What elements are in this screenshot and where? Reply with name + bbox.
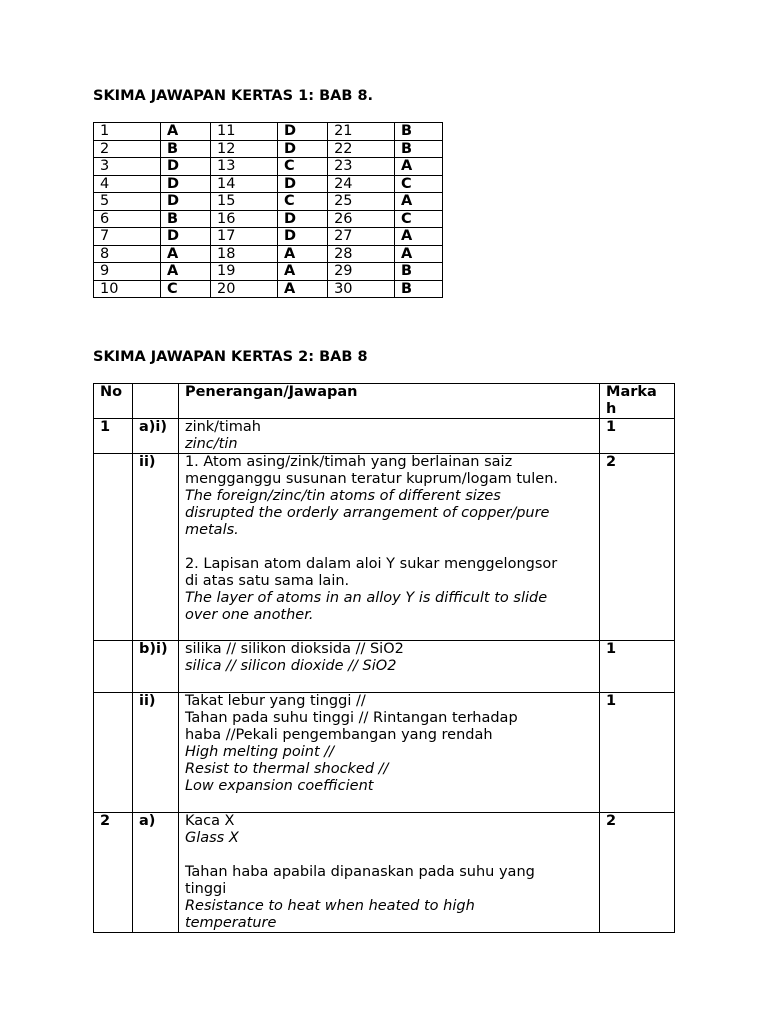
header-sub [132, 384, 178, 419]
answer-text: Kaca X [184, 813, 235, 829]
answer-line: haba //Pekali pengembangan yang rendah [184, 727, 493, 743]
question-number: 21 [328, 123, 395, 141]
answer-line-en: temperature [184, 915, 277, 931]
question-number: 17 [211, 228, 278, 246]
answer-letter: D [160, 228, 210, 246]
answer-line [185, 864, 593, 881]
answer-letter: C [395, 175, 443, 193]
answer-line-en: zinc/tin [184, 436, 238, 452]
question-number: 7 [94, 228, 161, 246]
answer-line: mengganggu susunan teratur kuprum/logam tulen. [184, 471, 558, 487]
answer-row [94, 263, 443, 281]
paper1-answer-table [93, 122, 443, 298]
answer-letter: A [395, 228, 443, 246]
question-number: 5 [94, 193, 161, 211]
paper2-answer-table [93, 383, 675, 933]
answer-letter: D [160, 175, 210, 193]
question-number: 6 [94, 210, 161, 228]
answer-line-en: disrupted the orderly arrangement of copper/pure [184, 505, 550, 521]
answer-line: zink/timah [184, 419, 261, 435]
question-number: 9 [94, 263, 161, 281]
answer-line: Takat lebur yang tinggi // [184, 693, 366, 709]
answer-letter: A [160, 123, 210, 141]
sub-question: ii) [132, 693, 178, 813]
answer-letter: A [277, 280, 327, 298]
question-number: 20 [211, 280, 278, 298]
answer-line-en: metals. [184, 522, 239, 538]
answer-line: Tahan pada suhu tinggi // Rintangan terhadap [184, 710, 518, 726]
answer-line-en: The layer of atoms in an alloy Y is difficult to slide [184, 590, 548, 606]
marks-cell: 1 [600, 693, 675, 813]
answer-letter: D [277, 228, 327, 246]
answer-letter: D [160, 193, 210, 211]
header-no: No [94, 384, 133, 419]
question-number: 16 [211, 210, 278, 228]
answer-letter: C [160, 280, 210, 298]
question-number: 3 [94, 158, 161, 176]
question-number: 23 [328, 158, 395, 176]
question-number: 22 [328, 140, 395, 158]
answer-row [94, 245, 443, 263]
marks-cell: 1 [600, 641, 675, 693]
answer-line-en: The foreign/zinc/tin atoms of different sizes [184, 488, 501, 504]
answer-row [94, 280, 443, 298]
answer-cell [178, 419, 599, 454]
answer-letter: B [395, 123, 443, 141]
question-number: 12 [211, 140, 278, 158]
answer-cell [178, 813, 599, 933]
question-number: 11 [211, 123, 278, 141]
question-no [94, 641, 133, 693]
answer-letter: D [277, 175, 327, 193]
answer-line: tinggi [184, 881, 227, 897]
question-number: 13 [211, 158, 278, 176]
sub-question: ii) [132, 454, 178, 641]
question-number: 4 [94, 175, 161, 193]
answer-letter: D [277, 123, 327, 141]
table-row [94, 419, 675, 454]
answer-line: di atas satu sama lain. [184, 573, 350, 589]
answer-line: 1. Atom asing/zink/timah yang berlainan saiz [184, 454, 513, 470]
answer-letter: A [160, 245, 210, 263]
answer-letter: A [395, 193, 443, 211]
answer-letter: C [277, 158, 327, 176]
paper2-heading: SKIMA JAWAPAN KERTAS 2: BAB 8 [93, 349, 368, 365]
sub-question: a) [132, 813, 178, 933]
answer-letter: A [160, 263, 210, 281]
answer-letter: C [395, 210, 443, 228]
question-number: 14 [211, 175, 278, 193]
answer-cell [178, 693, 599, 813]
answer-letter: D [160, 158, 210, 176]
answer-line-en: silica // silicon dioxide // SiO2 [184, 658, 397, 674]
sub-question: a)i) [132, 419, 178, 454]
question-number: 28 [328, 245, 395, 263]
answer-line-en: over one another. [184, 607, 314, 623]
question-number: 30 [328, 280, 395, 298]
question-number: 10 [94, 280, 161, 298]
question-number: 27 [328, 228, 395, 246]
answer-cell [178, 641, 599, 693]
answer-line-en: Resistance to heat when heated to high [184, 898, 475, 914]
question-no: 2 [94, 813, 133, 933]
question-no [94, 693, 133, 813]
header-marks-line2: h [606, 401, 617, 417]
marks-cell: 1 [600, 419, 675, 454]
marks-cell: 2 [600, 454, 675, 641]
answer-line-en: High melting point // [184, 744, 335, 760]
answer-row [94, 210, 443, 228]
table-row [94, 454, 675, 641]
question-number: 2 [94, 140, 161, 158]
answer-letter: B [160, 210, 210, 228]
answer-text: Tahan haba apabila dipanaskan pada suhu yang [184, 864, 535, 880]
question-number: 1 [94, 123, 161, 141]
answer-line [185, 813, 593, 830]
header-marks-line1: Marka [606, 384, 657, 400]
answer-letter: A [277, 263, 327, 281]
answer-row [94, 193, 443, 211]
question-number: 24 [328, 175, 395, 193]
answer-letter: C [277, 193, 327, 211]
answer-row [94, 158, 443, 176]
answer-letter: B [395, 263, 443, 281]
answer-row [94, 123, 443, 141]
paper1-heading: SKIMA JAWAPAN KERTAS 1: BAB 8. [93, 88, 374, 104]
answer-row [94, 228, 443, 246]
answer-letter: B [395, 280, 443, 298]
question-no [94, 454, 133, 641]
sub-question: b)i) [132, 641, 178, 693]
answer-line-en: Low expansion coefficient [184, 778, 374, 794]
table-header-row [94, 384, 675, 419]
question-number: 26 [328, 210, 395, 228]
question-number: 8 [94, 245, 161, 263]
answer-line-en: Resist to thermal shocked // [184, 761, 389, 777]
question-number: 29 [328, 263, 395, 281]
answer-letter: D [277, 210, 327, 228]
question-number: 25 [328, 193, 395, 211]
header-answer: Penerangan/Jawapan [178, 384, 599, 419]
question-number: 18 [211, 245, 278, 263]
header-marks [600, 384, 675, 419]
answer-line-en: Glass X [184, 830, 239, 846]
answer-line: silika // silikon dioksida // SiO2 [184, 641, 404, 657]
answer-letter: A [277, 245, 327, 263]
table-row [94, 641, 675, 693]
answer-row [94, 175, 443, 193]
answer-row [94, 140, 443, 158]
answer-letter: A [395, 245, 443, 263]
table-row [94, 813, 675, 933]
answer-cell [178, 454, 599, 641]
question-no: 1 [94, 419, 133, 454]
answer-letter: B [395, 140, 443, 158]
marks-cell: 2 [600, 813, 675, 933]
answer-letter: A [395, 158, 443, 176]
question-number: 15 [211, 193, 278, 211]
table-row [94, 693, 675, 813]
answer-letter: D [277, 140, 327, 158]
answer-line: 2. Lapisan atom dalam aloi Y sukar menggelongsor [184, 556, 558, 572]
answer-letter: B [160, 140, 210, 158]
question-number: 19 [211, 263, 278, 281]
